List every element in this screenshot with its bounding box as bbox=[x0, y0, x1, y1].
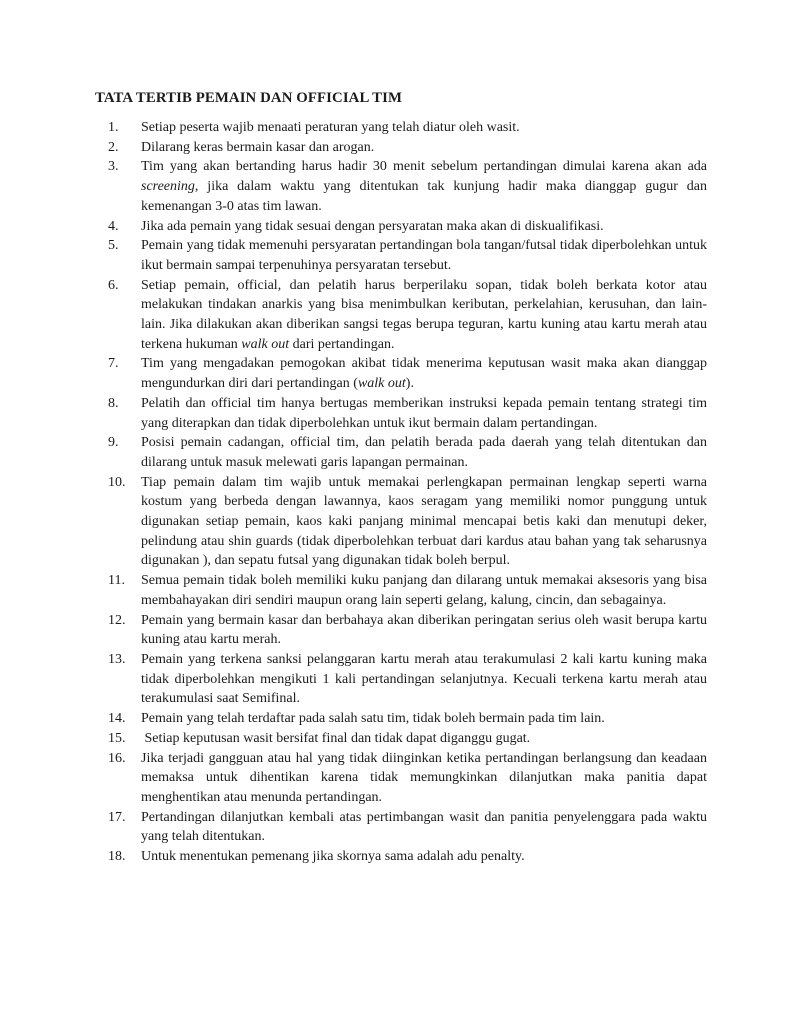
rule-number: 18. bbox=[108, 849, 126, 865]
rules-list bbox=[95, 118, 707, 867]
rule-item bbox=[95, 138, 707, 158]
rule-item bbox=[95, 394, 707, 433]
rule-item bbox=[95, 729, 707, 749]
rule-text: Setiap peserta wajib menaati peraturan yang telah diatur oleh wasit. bbox=[141, 120, 520, 135]
rule-number: 13. bbox=[108, 651, 126, 667]
rule-text: Pemain yang terkena sanksi pelanggaran kartu merah atau terakumulasi 2 kali kartu kuning maka tidak diperbolehkan mengikuti 1 kali pertandingan selanjutnya. Kecuali terkena kartu merah atau terakumulasi saat Semifinal. bbox=[141, 651, 707, 707]
rule-text: Semua pemain tidak boleh memiliki kuku panjang dan dilarang untuk memakai aksesoris yang bisa membahayakan diri sendiri maupun orang lain seperti gelang, kalung, cincin, dan sebagainya. bbox=[141, 573, 707, 608]
rule-number: 6. bbox=[108, 277, 119, 293]
rule-number: 8. bbox=[108, 395, 119, 411]
rule-text: Setiap keputusan wasit bersifat final dan tidak dapat diganggu gugat. bbox=[141, 730, 531, 746]
rule-item bbox=[95, 354, 707, 393]
rule-number: 4. bbox=[108, 218, 119, 234]
rule-item bbox=[95, 236, 707, 275]
rule-text: Tim yang akan bertanding harus hadir 30 menit sebelum pertandingan dimulai karena akan ada screening, jika dalam waktu yang ditentukan tak kunjung hadir maka dianggap gugur dan kemenangan 3-0 atas tim lawan. bbox=[141, 159, 707, 214]
rule-number: 10. bbox=[108, 474, 126, 490]
rule-number: 3. bbox=[108, 159, 119, 175]
rule-text: Jika ada pemain yang tidak sesuai dengan persyaratan maka akan di diskualifikasi. bbox=[141, 218, 604, 234]
rule-number: 9. bbox=[108, 435, 119, 451]
rule-number: 12. bbox=[108, 612, 126, 628]
rule-text: Pelatih dan official tim hanya bertugas memberikan instruksi kepada pemain tentang strategi tim yang diterapkan dan tidak diperbolehkan untuk ikut bermain dalam pertandingan. bbox=[141, 395, 707, 431]
rule-item bbox=[95, 217, 707, 237]
rule-item bbox=[95, 157, 707, 216]
rule-text: Tim yang mengadakan pemogokan akibat tidak menerima keputusan wasit maka akan dianggap mengundurkan diri dari pertandingan (walk out). bbox=[141, 356, 707, 392]
rule-item bbox=[95, 473, 707, 572]
rule-number: 14. bbox=[108, 711, 126, 727]
rule-text: Pemain yang bermain kasar dan berbahaya akan diberikan peringatan serius oleh wasit berupa kartu kuning atau kartu merah. bbox=[141, 612, 707, 648]
rule-item bbox=[95, 611, 707, 650]
rule-text: Tiap pemain dalam tim wajib untuk memakai perlengkapan permainan lengkap seperti warna kostum yang berbeda dengan lawannya, kaos seragam yang memiliki nomor punggung untuk digunakan setiap pemain, kaos kaki panjang minimal mencapai betis kaki dan menutupi deker, pelindung atau shin guards (tidak diperbolehkan terbuat dari kardus atau bahan yang tak seharusnya digunakan ), dan sepatu futsal yang digunakan tidak boleh berpul. bbox=[141, 474, 707, 569]
rule-number: 16. bbox=[108, 750, 126, 766]
rule-text: Untuk menentukan pemenang jika skornya sama adalah adu penalty. bbox=[141, 849, 525, 865]
rule-number: 15. bbox=[108, 730, 126, 746]
rule-text: Setiap pemain, official, dan pelatih harus berperilaku sopan, tidak boleh berkata kotor atau melakukan tindakan anarkis yang bisa menimbulkan keributan, perkelahian, kerusuhan, dan lain-lain. Jika dilakukan akan diberikan sangsi tegas berupa teguran, kartu kuning atau kartu merah atau terkena hukuman walk out dari pertandingan. bbox=[141, 277, 707, 352]
rule-text: Pertandingan dilanjutkan kembali atas pertimbangan wasit dan panitia penyelenggara pada waktu yang telah ditentukan. bbox=[141, 809, 707, 845]
rule-text: Dilarang keras bermain kasar dan arogan. bbox=[141, 139, 375, 155]
rule-item bbox=[95, 808, 707, 847]
rule-item bbox=[95, 433, 707, 472]
rule-number: 1. bbox=[108, 120, 119, 135]
rule-text: Pemain yang tidak memenuhi persyaratan pertandingan bola tangan/futsal tidak diperbolehkan untuk ikut bermain sampai terpenuhinya persyaratan tersebut. bbox=[141, 238, 707, 273]
rule-item bbox=[95, 650, 707, 709]
rule-item bbox=[95, 709, 707, 729]
rule-text: Pemain yang telah terdaftar pada salah satu tim, tidak boleh bermain pada tim lain. bbox=[141, 711, 605, 727]
rule-text: Posisi pemain cadangan, official tim, dan pelatih berada pada daerah yang telah ditentukan dan dilarang untuk masuk melewati garis lapangan permainan. bbox=[141, 435, 707, 470]
rule-number: 5. bbox=[108, 238, 119, 254]
rule-item bbox=[95, 118, 707, 138]
rule-number: 2. bbox=[108, 139, 119, 155]
rule-number: 7. bbox=[108, 356, 119, 372]
rule-number: 11. bbox=[108, 573, 125, 589]
rule-number: 17. bbox=[108, 809, 126, 825]
rule-item bbox=[95, 571, 707, 610]
document-title: TATA TERTIB PEMAIN DAN OFFICIAL TIM bbox=[95, 90, 403, 106]
rule-text: Jika terjadi gangguan atau hal yang tidak diinginkan ketika pertandingan berlangsung dan keadaan memaksa untuk dihentikan karena tidak memungkinkan dilanjutkan maka panitia dapat menghentikan atau menunda pertandingan. bbox=[141, 750, 707, 805]
rule-item bbox=[95, 749, 707, 808]
rule-item bbox=[95, 847, 707, 867]
rule-item bbox=[95, 276, 707, 355]
